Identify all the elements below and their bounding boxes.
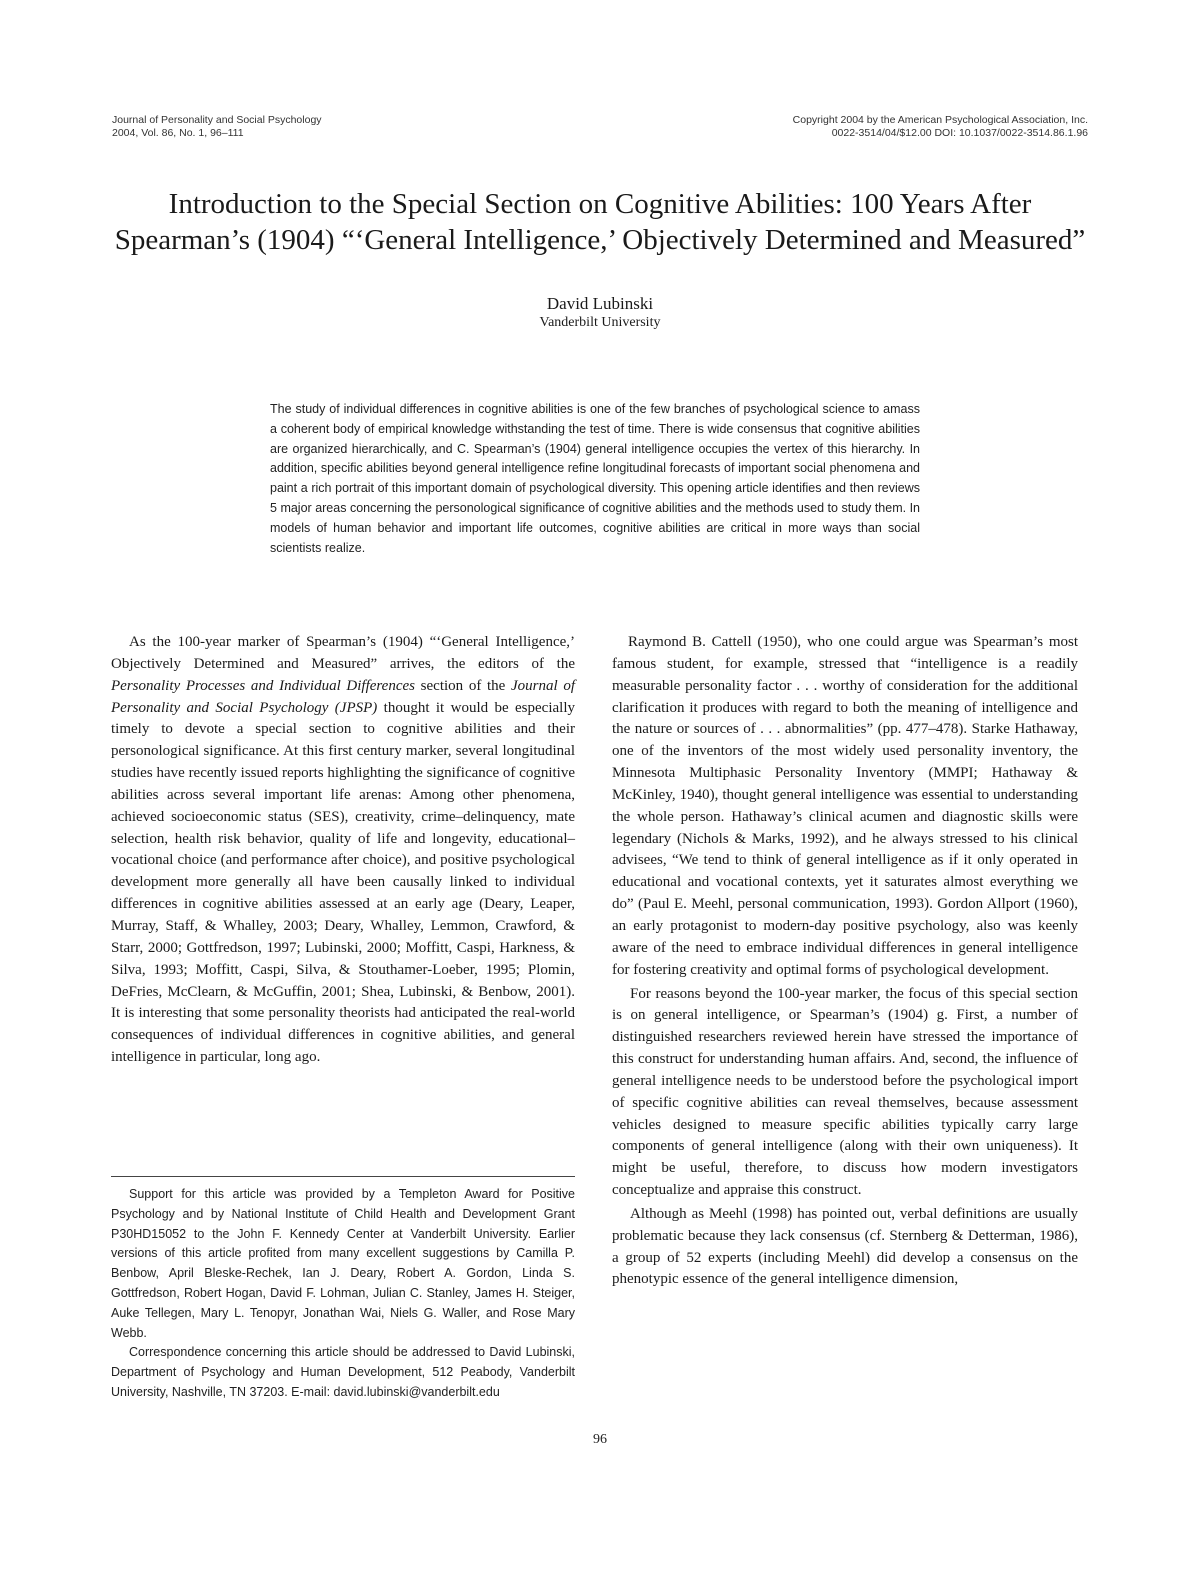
left-column: [111, 632, 575, 1069]
right-column: [612, 632, 1078, 1291]
author-affiliation: Vanderbilt University: [539, 315, 661, 330]
cattell-paragraph: Raymond B. Cattell (1950), who one could argue was Spearman’s most famous student, for example, stressed that “intelligence is a readily measurable personality factor . . . worthy of consideration for the additional clarification it produces with regard to both the meaning of intelligence and the nature or sources of . . . abnormalities” (pp. 477–478). Starke Hathaway, one of the inventors of the most widely used personality inventory, the Minnesota Multiphasic Personality Inventory (MMPI; Hathaway & McKinley, 1940), thought general intelligence was essential to understanding the whole person. Hathaway’s clinical acumen and diagnostic skills were legendary (Nichols & Marks, 1992), and he always stressed to his clinical advisees, “We tend to think of general intelligence as if it only operated in educational and vocational contexts, yet it saturates almost everything we do” (Paul E. Meehl, personal communication, 1993). Gordon Allport (1960), an early protagonist to modern-day positive psychology, also was keenly aware of the need to embrace individual differences in general intelligence for fostering creativity and optimal forms of psychological development.: [612, 634, 1078, 978]
copyright-notice: [793, 114, 1088, 140]
footnote-divider: [111, 1176, 575, 1177]
intro-text-b: section of the: [415, 677, 511, 694]
section-name: Personality Processes and Individual Differences: [111, 677, 415, 694]
intro-paragraph: [111, 632, 575, 1069]
intro-text-a: As the 100-year marker of Spearman’s (1904) “‘General Intelligence,’ Objectively Determined and Measured” arrives, the editors of the: [111, 634, 575, 672]
copyright-line: Copyright 2004 by the American Psychological Association, Inc.: [792, 114, 1088, 126]
focus-paragraph: For reasons beyond the 100-year marker, the focus of this special section is on general intelligence, or Spearman’s (1904) g. First, a number of distinguished researchers reviewed herein have stressed the importance of this construct for understanding human affairs. And, second, the influence of general intelligence needs to be understood before the psychological import of specific cognitive abilities can reveal themselves, because assessment vehicles designed to measure specific abilities typically carry large components of general intelligence (along with their own uniqueness). It might be useful, therefore, to discuss how modern investigators conceptualize and appraise this construct.: [612, 985, 1078, 1199]
correspondence-note: Correspondence concerning this article should be addressed to David Lubinski, Department of Psychology and Human Development, 512 Peabody, Vanderbilt University, Nashville, TN 37203. E-mail: david.lubinski@vanderbilt.edu: [111, 1345, 575, 1399]
title-block: [100, 186, 1100, 331]
footnote: [111, 1185, 575, 1403]
article-title: Introduction to the Special Section on Cognitive Abilities: 100 Years After Spearman’s (1904) “‘General Intelligence,’ Objectively Determined and Measured”: [114, 188, 1086, 256]
definition-paragraph: Although as Meehl (1998) has pointed out, verbal definitions are usually problematic because they lack consensus (cf. Sternberg & Detterman, 1986), a group of 52 experts (including Meehl) did develop a consensus on the phenotypic essence of the general intelligence dimension,: [612, 1205, 1078, 1288]
intro-text-c: thought it would be especially timely to devote a special section to cognitive abilities and their personological significance. At this first century marker, several longitudinal studies have recently issued reports highlighting the significance of cognitive abilities across several important life arenas: Among other phenomena, achieved socioeconomic status (SES), creativity, crime–delinquency, mate selection, health risk behavior, quality of life and longevity, educational–vocational choice (and performance after choice), and positive psychological development more generally all have been causally linked to individual differences in cognitive abilities assessed at an early age (Deary, Leaper, Murray, Staff, & Whalley, 2003; Deary, Whalley, Lemmon, Crawford, & Starr, 2000; Gottfredson, 1997; Lubinski, 2000; Moffitt, Caspi, Harkness, & Silva, 1993; Moffitt, Caspi, Silva, & Stouthamer-Loeber, 1995; Plomin, DeFries, McClearn, & McGuffin, 2001; Shea, Lubinski, & Benbow, 2001). It is interesting that some personality theorists had anticipated the real-world consequences of individual differences in cognitive abilities, and general intelligence in particular, long ago.: [111, 699, 575, 1066]
journal-name: Journal of Personality and Social Psychology: [112, 114, 322, 126]
doi-line: 0022-3514/04/$12.00 DOI: 10.1037/0022-3514.86.1.96: [831, 127, 1088, 139]
page-number: 96: [593, 1432, 607, 1447]
journal-volume: 2004, Vol. 86, No. 1, 96–111: [112, 127, 244, 139]
journal-citation: [112, 114, 322, 140]
author-name: David Lubinski: [546, 294, 654, 313]
support-note: Support for this article was provided by a Templeton Award for Positive Psychology and by National Institute of Child Health and Development Grant P30HD15052 to the John F. Kennedy Center at Vanderbilt University. Earlier versions of this article profited from many excellent suggestions by Camilla P. Benbow, April Bleske-Rechek, Ian J. Deary, Robert A. Gordon, Linda S. Gottfredson, Robert Hogan, David F. Lohman, Julian C. Stanley, James H. Steiger, Auke Tellegen, Mary L. Tenopyr, Jonathan Wai, Niels G. Waller, and Rose Mary Webb.: [111, 1187, 575, 1340]
abstract: The study of individual differences in cognitive abilities is one of the few branches of psychological science to amass a coherent body of empirical knowledge withstanding the test of time. There is wide consensus that cognitive abilities are organized hierarchically, and C. Spearman’s (1904) general intelligence occupies the vertex of this hierarchy. In addition, specific abilities beyond general intelligence refine longitudinal forecasts of important social phenomena and paint a rich portrait of this important domain of psychological diversity. This opening article identifies and then reviews 5 major areas concerning the personological significance of cognitive abilities and the methods used to study them. In models of human behavior and important life outcomes, cognitive abilities are critical in more ways than social scientists realize.: [270, 402, 920, 555]
journal-name-inline: Journal of Personality and Social Psychology (JPSP): [111, 677, 575, 716]
